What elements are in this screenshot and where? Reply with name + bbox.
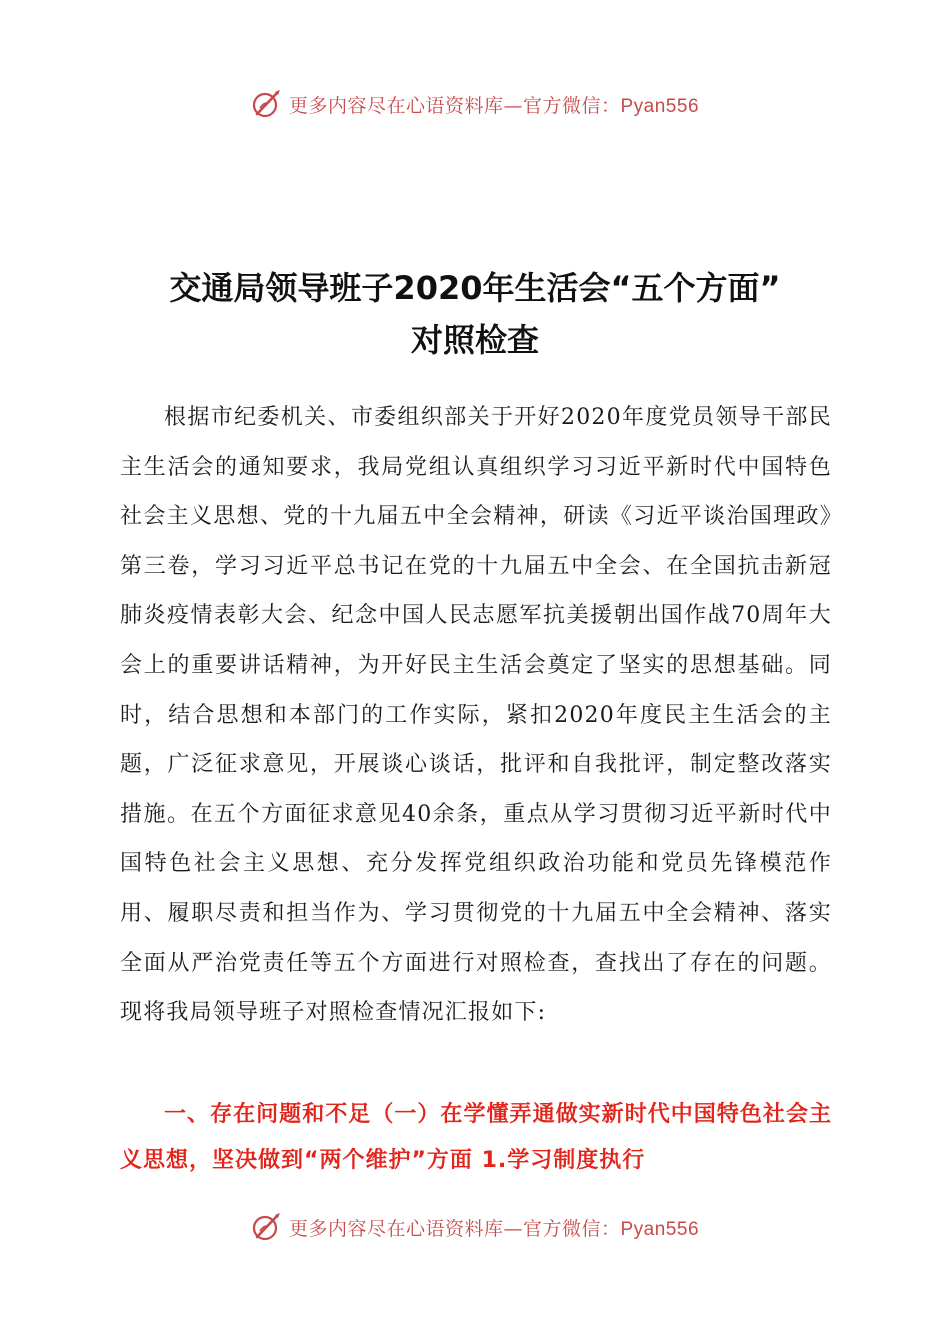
watermark-text: 更多内容尽在心语资料库—官方微信：Pyan556 [288,1217,700,1240]
title-line-2: 对照检查 [410,321,539,359]
document-title [100,262,850,366]
pen-logo-icon [251,88,283,120]
watermark-footer [0,1207,950,1247]
watermark-header [0,84,950,124]
pen-logo-icon [251,1211,283,1243]
section-heading: 一、存在问题和不足（一）在学懂弄通做实新时代中国特色社会主义思想，坚决做到“两个维护”方面 1.学习制度执行 [120,1102,832,1173]
body-paragraph: 根据市纪委机关、市委组织部关于开好2020年度党员领导干部民主生活会的通知要求，我局党组认真组织学习习近平新时代中国特色社会主义思想、党的十九届五中全会精神，研读《习近平谈治国理政》第三卷，学习习近平总书记在党的十九届五中全会、在全国抗击新冠肺炎疫情表彰大会、纪念中国人民志愿军抗美援朝出国作战70周年大会上的重要讲话精神，为开好民主生活会奠定了坚实的思想基础。同时，结合思想和本部门的工作实际，紧扣2020年度民主生活会的主题，广泛征求意见，开展谈心谈话，批评和自我批评，制定整改落实措施。在五个方面征求意见40余条，重点从学习贯彻习近平新时代中国特色社会主义思想、充分发挥党组织政治功能和党员先锋模范作用、履职尽责和担当作为、学习贯彻党的十九届五中全会精神、落实全面从严治党责任等五个方面进行对照检查，查找出了存在的问题。现将我局领导班子对照检查情况汇报如下: [120,405,832,1026]
watermark-text: 更多内容尽在心语资料库—官方微信：Pyan556 [288,94,700,117]
title-line-1: 交通局领导班子2020年生活会“五个方面” [169,269,781,307]
